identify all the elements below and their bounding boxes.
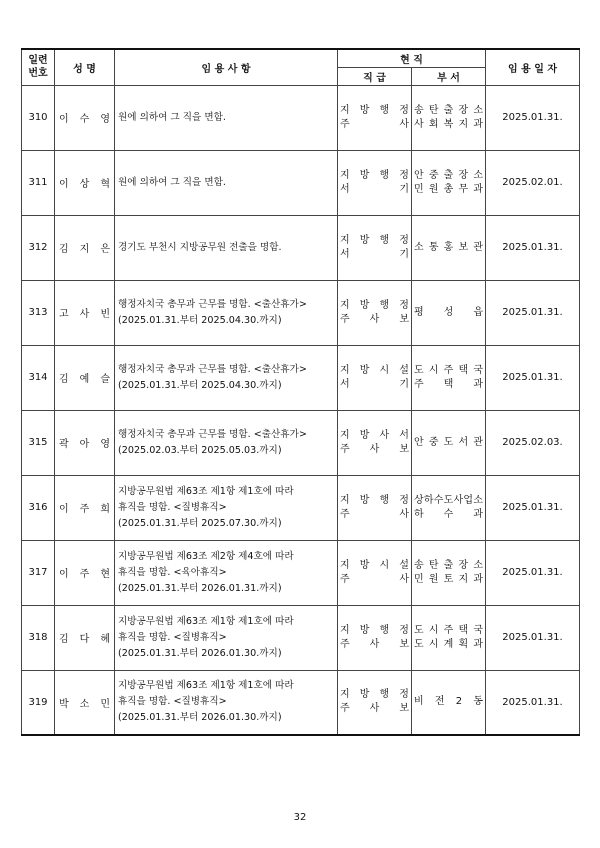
table-row <box>22 280 580 345</box>
employee-name-text: 고 사 빈 <box>59 309 110 320</box>
table-row <box>22 670 580 735</box>
rank-line: 지 방 행 정 <box>340 494 409 506</box>
employee-name <box>55 410 115 475</box>
appointment-details: 지방공무원법 제63조 제1항 제1호에 따라 휴직을 명함. <질병휴직> (2025.01.31.부터 2026.01.30.까지) <box>115 670 338 735</box>
rank-line: 지 방 행 정 <box>340 689 409 701</box>
appointment-date: 2025.02.01. <box>486 150 580 215</box>
appointment-date: 2025.01.31. <box>486 475 580 540</box>
appointment-date: 2025.02.03. <box>486 410 580 475</box>
serial-number: 311 <box>22 150 55 215</box>
appointment-date: 2025.01.31. <box>486 85 580 150</box>
serial-number: 316 <box>22 475 55 540</box>
rank <box>338 475 412 540</box>
rank-line: 서 기 <box>340 183 409 195</box>
department-line: 송 탄 출 장 소 <box>414 104 483 116</box>
appointment-details: 원에 의하여 그 직을 면함. <box>115 150 338 215</box>
serial-number: 315 <box>22 410 55 475</box>
employee-name-text: 김 다 혜 <box>59 634 110 645</box>
department-line: 민 원 토 지 과 <box>414 573 483 585</box>
employee-name <box>55 540 115 605</box>
appointment-details: 원에 의하여 그 직을 면함. <box>115 85 338 150</box>
header-appointment-details: 임 용 사 항 <box>115 49 338 85</box>
department-line: 송 탄 출 장 소 <box>414 559 483 571</box>
department-line: 도 시 주 택 국 <box>414 624 483 636</box>
rank-line: 주 사 보 <box>340 703 409 715</box>
serial-number: 314 <box>22 345 55 410</box>
rank-line: 주 사 보 <box>340 313 409 325</box>
serial-number: 319 <box>22 670 55 735</box>
header-department: 부 서 <box>412 67 486 85</box>
employee-name <box>55 475 115 540</box>
appointment-date: 2025.01.31. <box>486 605 580 670</box>
department-line: 비 전 2 동 <box>414 696 483 708</box>
header-rank: 직 급 <box>338 67 412 85</box>
employee-name-text: 이 수 영 <box>59 114 110 125</box>
department-line: 상 하 수 도 사 업 소 <box>414 494 483 506</box>
employee-name <box>55 150 115 215</box>
employee-name-text: 이 주 현 <box>59 569 110 580</box>
page-number: 32 <box>293 812 307 823</box>
department <box>412 410 486 475</box>
rank-line: 지 방 행 정 <box>340 299 409 311</box>
rank <box>338 215 412 280</box>
table-row <box>22 540 580 605</box>
header-current-position: 현 직 <box>338 49 486 67</box>
rank-line: 주 사 <box>340 508 409 520</box>
employee-name-text: 이 주 희 <box>59 504 110 515</box>
appointment-details: 지방공무원법 제63조 제1항 제1호에 따라 휴직을 명함. <질병휴직> (2025.01.31.부터 2026.01.30.까지) <box>115 605 338 670</box>
serial-number: 312 <box>22 215 55 280</box>
employee-name-text: 김 예 슬 <box>59 374 110 385</box>
department-line: 도 시 주 택 국 <box>414 364 483 376</box>
rank-line: 서 기 <box>340 378 409 390</box>
rank <box>338 540 412 605</box>
department-line: 하 수 과 <box>414 508 483 520</box>
department <box>412 605 486 670</box>
department <box>412 670 486 735</box>
serial-number: 310 <box>22 85 55 150</box>
rank <box>338 410 412 475</box>
appointment-details: 경기도 부천시 지방공무원 전출을 명함. <box>115 215 338 280</box>
department-line: 민 원 총 무 과 <box>414 183 483 195</box>
rank-line: 주 사 <box>340 573 409 585</box>
rank <box>338 605 412 670</box>
employee-name <box>55 605 115 670</box>
department-line: 평 성 읍 <box>414 306 483 318</box>
header-name: 성 명 <box>55 49 115 85</box>
rank <box>338 670 412 735</box>
header-serial-number: 일련 번호 <box>22 49 55 85</box>
header-appointment-date: 임 용 일 자 <box>486 49 580 85</box>
department-line: 소 통 홍 보 관 <box>414 241 483 253</box>
appointment-details: 지방공무원법 제63조 제1항 제1호에 따라 휴직을 명함. <질병휴직> (2025.01.31.부터 2025.07.30.까지) <box>115 475 338 540</box>
rank-line: 지 방 시 설 <box>340 364 409 376</box>
table-row <box>22 85 580 150</box>
appointment-details: 행정자치국 총무과 근무를 명함. <출산휴가> (2025.01.31.부터 2025.04.30.까지) <box>115 345 338 410</box>
table-row <box>22 215 580 280</box>
rank-line: 주 사 보 <box>340 638 409 650</box>
rank <box>338 150 412 215</box>
appointment-date: 2025.01.31. <box>486 540 580 605</box>
department <box>412 280 486 345</box>
rank-line: 서 기 <box>340 248 409 260</box>
employee-name-text: 박 소 민 <box>59 698 110 710</box>
department-line: 사 회 복 지 과 <box>414 118 483 130</box>
rank <box>338 345 412 410</box>
department-line: 안 중 도 서 관 <box>414 436 483 448</box>
rank-line: 지 방 행 정 <box>340 104 409 116</box>
appointment-date: 2025.01.31. <box>486 280 580 345</box>
employee-name <box>55 215 115 280</box>
department <box>412 540 486 605</box>
employee-name <box>55 345 115 410</box>
table-row <box>22 605 580 670</box>
department <box>412 85 486 150</box>
employee-name-text: 곽 아 영 <box>59 439 110 450</box>
rank-line: 지 방 행 정 <box>340 234 409 246</box>
rank-line: 지 방 시 설 <box>340 559 409 571</box>
department <box>412 215 486 280</box>
table-row <box>22 345 580 410</box>
appointment-date: 2025.01.31. <box>486 215 580 280</box>
department-line: 주 택 과 <box>414 378 483 390</box>
department-line: 안 중 출 장 소 <box>414 169 483 181</box>
serial-number: 317 <box>22 540 55 605</box>
rank <box>338 280 412 345</box>
department <box>412 150 486 215</box>
rank-line: 주 사 보 <box>340 443 409 455</box>
table-row <box>22 150 580 215</box>
rank <box>338 85 412 150</box>
appointment-date: 2025.01.31. <box>486 670 580 735</box>
table-row <box>22 475 580 540</box>
employee-name <box>55 670 115 735</box>
table-row <box>22 410 580 475</box>
department-line: 도 시 계 획 과 <box>414 638 483 650</box>
employee-name-text: 김 지 은 <box>59 244 110 255</box>
appointment-details: 행정자치국 총무과 근무를 명함. <출산휴가> (2025.01.31.부터 2025.04.30.까지) <box>115 280 338 345</box>
rank-line: 지 방 행 정 <box>340 169 409 181</box>
appointment-date: 2025.01.31. <box>486 345 580 410</box>
appointment-table <box>21 48 580 736</box>
employee-name <box>55 280 115 345</box>
serial-number: 313 <box>22 280 55 345</box>
rank-line: 지 방 행 정 <box>340 624 409 636</box>
serial-number: 318 <box>22 605 55 670</box>
department <box>412 345 486 410</box>
rank-line: 주 사 <box>340 118 409 130</box>
employee-name-text: 이 상 혁 <box>59 179 110 190</box>
employee-name <box>55 85 115 150</box>
appointment-details: 행정자치국 총무과 근무를 명함. <출산휴가> (2025.02.03.부터 2025.05.03.까지) <box>115 410 338 475</box>
appointment-details: 지방공무원법 제63조 제2항 제4호에 따라 휴직을 명함. <육아휴직> (2025.01.31.부터 2026.01.31.까지) <box>115 540 338 605</box>
department <box>412 475 486 540</box>
rank-line: 지 방 사 서 <box>340 429 409 441</box>
